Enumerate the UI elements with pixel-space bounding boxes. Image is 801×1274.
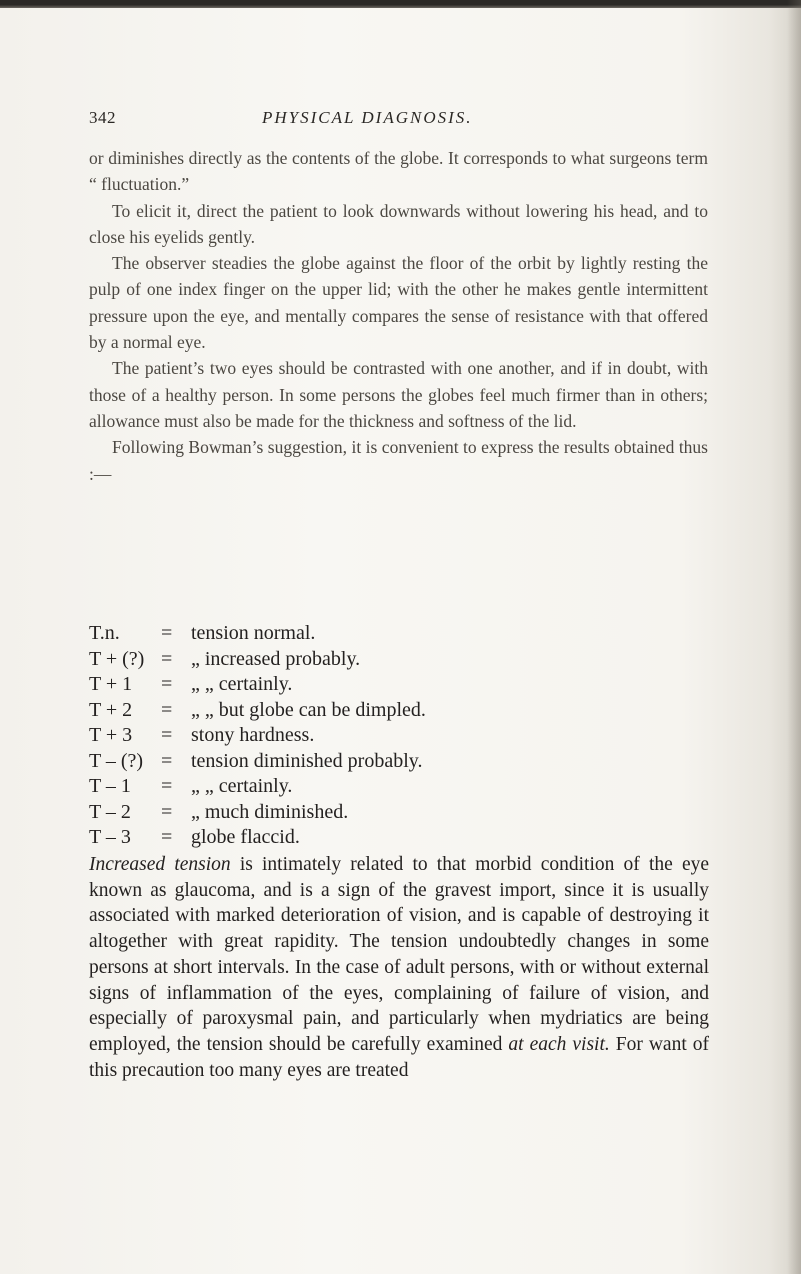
tension-symbol: T – 1 [89, 775, 131, 797]
paragraph [89, 852, 709, 1083]
tension-symbol: T + 2 [89, 698, 133, 721]
equals-sign: = [161, 749, 173, 772]
paragraph-text: is intimately related to that morbid condition of the eye known as glaucoma, and is a sign of the gravest import, since it is usually associated with marked deterioration of vision, and is capable of destroying it altogether with great rapidity. The tension undoubtedly changes in some persons at short intervals. In the case of adult persons, with or without external signs of inflammation of the eyes, complaining of failure of vision, and especially of paroxysmal pain, and particularly when mydriatics are being employed, the tension should be carefully examined [89, 854, 710, 1055]
scan-right-edge [787, 0, 801, 1274]
tension-description: stony hardness. [191, 724, 315, 746]
italic-phrase: at each visit. [508, 1033, 610, 1055]
paragraph: To elicit it, direct the patient to look downwards without lowering his head, and to close his eyelids gently. [89, 200, 708, 247]
equals-sign: = [161, 698, 173, 721]
tension-symbol: T + (?) [89, 647, 145, 670]
page-header [0, 108, 801, 138]
table-row [89, 749, 729, 775]
paragraph: or diminishes directly as the contents of the globe. It corresponds to what surgeons term “ fluctuation.” [89, 148, 708, 195]
equals-sign: = [161, 622, 173, 644]
tension-symbol: T.n. [89, 622, 120, 644]
tension-description: „ much diminished. [191, 800, 349, 823]
tension-description: tension diminished probably. [191, 749, 423, 772]
tension-description: „ „ certainly. [191, 673, 293, 695]
table-row [89, 621, 729, 647]
tension-description: „ „ but globe can be dimpled. [191, 698, 426, 721]
closing-text [89, 852, 709, 1083]
tension-symbol: T + 1 [89, 673, 133, 695]
table-row [89, 774, 729, 800]
paragraph: The patient’s two eyes should be contrasted with one another, and if in doubt, with those of a healthy person. In some persons the globes feel much firmer than in others; allowance must also be made for the thickness and softness of the lid. [89, 358, 708, 431]
intro-text [89, 145, 708, 487]
tension-description: „ increased probably. [191, 647, 361, 670]
table-row [89, 698, 729, 724]
tension-symbol: T – (?) [89, 749, 144, 772]
equals-sign: = [161, 673, 173, 695]
tension-description: globe flaccid. [191, 826, 300, 848]
table-row [89, 825, 729, 851]
tension-symbol: T – 2 [89, 800, 131, 823]
equals-sign: = [161, 647, 173, 670]
paragraph: Following Bowman’s suggestion, it is convenient to express the results obtained thus :— [89, 437, 708, 484]
equals-sign: = [161, 800, 173, 823]
tension-description: „ „ certainly. [191, 775, 293, 797]
tension-symbol: T + 3 [89, 724, 133, 746]
equals-sign: = [161, 775, 173, 797]
paragraph: The observer steadies the globe against the floor of the orbit by lightly resting the pulp of one index finger on the upper lid; with the other he makes gentle intermittent pressure upon the eye, and mentally compares the sense of resistance with that offered by a normal eye. [89, 253, 708, 353]
tension-description: tension normal. [191, 622, 316, 644]
tension-notation-table [89, 621, 729, 851]
page-number: 342 [89, 108, 116, 127]
running-head: PHYSICAL DIAGNOSIS. [262, 108, 473, 127]
equals-sign: = [161, 826, 173, 848]
scan-top-edge [0, 0, 801, 8]
table-row [89, 672, 729, 698]
table-row [89, 647, 729, 673]
paragraph-text: For want of this precaution too many eyes are treated [89, 1033, 709, 1081]
italic-lead: Increased tension [89, 854, 231, 875]
equals-sign: = [161, 724, 173, 746]
tension-symbol: T – 3 [89, 826, 131, 848]
table-row [89, 723, 729, 749]
table-row [89, 800, 729, 826]
